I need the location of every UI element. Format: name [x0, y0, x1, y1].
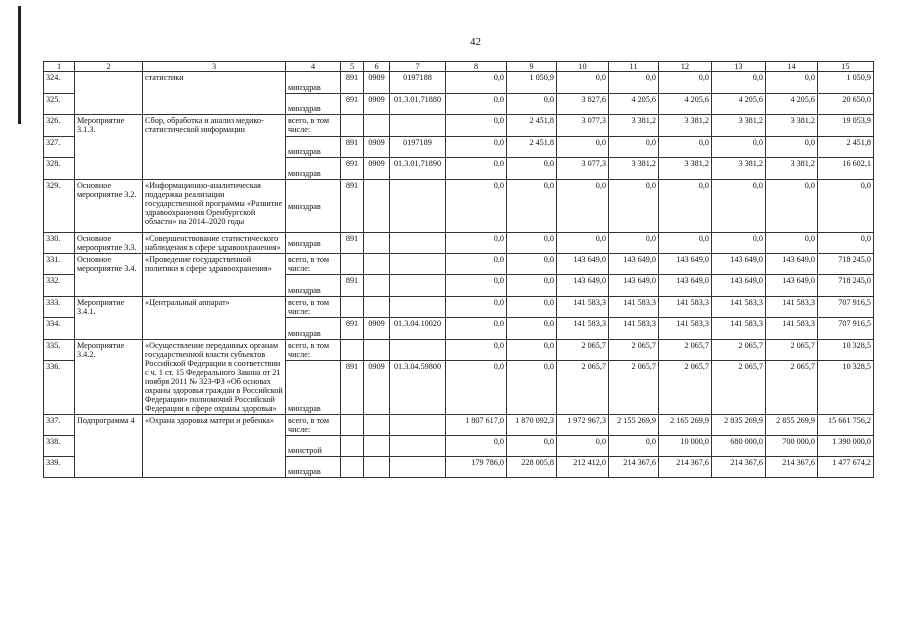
amount-cell: 141 583,3 [609, 318, 659, 340]
amount-cell: 0,0 [712, 72, 766, 94]
amount-cell: 2 065,7 [659, 361, 712, 415]
amount-cell: 16 602,1 [818, 158, 874, 180]
amount-cell: 0,0 [446, 72, 507, 94]
executor-cell: минздрав [286, 180, 341, 233]
amount-cell: 10 328,5 [818, 361, 874, 415]
measure-description: «Совершенствование статистического наблюдения в сфере здравоохранения» [143, 233, 286, 254]
amount-cell: 718 245,0 [818, 275, 874, 297]
col-header-10: 10 [557, 62, 609, 72]
amount-cell: 0,0 [766, 233, 818, 254]
amount-cell: 3 077,3 [557, 115, 609, 137]
amount-cell: 143 649,0 [659, 275, 712, 297]
amount-cell: 0,0 [659, 72, 712, 94]
amount-cell: 0,0 [507, 254, 557, 275]
amount-cell: 0,0 [446, 275, 507, 297]
amount-cell: 141 583,3 [766, 318, 818, 340]
row-number: 328. [44, 158, 75, 180]
amount-cell: 214 367,6 [766, 457, 818, 478]
col-header-1: 1 [44, 62, 75, 72]
amount-cell: 2 065,7 [557, 361, 609, 415]
amount-cell: 4 205,6 [659, 94, 712, 115]
amount-cell: 141 583,3 [557, 297, 609, 318]
amount-cell: 0,0 [766, 137, 818, 158]
amount-cell: 143 649,0 [766, 254, 818, 275]
amount-cell: 0,0 [766, 72, 818, 94]
measure-name: Мероприятие 3.4.2. [75, 340, 143, 415]
executor-cell: всего, в том числе: [286, 254, 341, 275]
amount-cell: 0,0 [446, 436, 507, 457]
section-code [364, 457, 390, 478]
amount-cell: 1 807 617,0 [446, 415, 507, 436]
target-article-code: 0197189 [390, 137, 446, 158]
amount-cell: 10 000,0 [659, 436, 712, 457]
amount-cell: 143 649,0 [609, 254, 659, 275]
amount-cell: 0,0 [507, 318, 557, 340]
executor-cell: минздрав [286, 137, 341, 158]
amount-cell: 2 065,7 [766, 361, 818, 415]
amount-cell: 15 661 756,2 [818, 415, 874, 436]
measure-name: Основное мероприятие 3.3. [75, 233, 143, 254]
col-header-6: 6 [364, 62, 390, 72]
amount-cell: 718 245,0 [818, 254, 874, 275]
executor-cell: минздрав [286, 72, 341, 94]
amount-cell: 2 065,7 [609, 340, 659, 361]
section-code [364, 340, 390, 361]
section-code [364, 233, 390, 254]
column-number-row [44, 62, 874, 72]
col-header-9: 9 [507, 62, 557, 72]
amount-cell: 0,0 [446, 180, 507, 233]
section-code: 0909 [364, 318, 390, 340]
amount-cell: 0,0 [446, 158, 507, 180]
amount-cell: 143 649,0 [712, 254, 766, 275]
measure-description: «Центральный аппарат» [143, 297, 286, 340]
row-number: 325. [44, 94, 75, 115]
row-number: 333. [44, 297, 75, 318]
admin-code: 891 [341, 275, 364, 297]
measure-name: Основное мероприятие 3.4. [75, 254, 143, 297]
amount-cell: 2 065,7 [766, 340, 818, 361]
amount-cell: 2 835 269,9 [712, 415, 766, 436]
amount-cell: 141 583,3 [659, 318, 712, 340]
col-header-15: 15 [818, 62, 874, 72]
executor-cell: всего, в том числе: [286, 415, 341, 436]
amount-cell: 143 649,0 [557, 275, 609, 297]
amount-cell: 141 583,3 [712, 318, 766, 340]
col-header-3: 3 [143, 62, 286, 72]
amount-cell: 1 972 967,3 [557, 415, 609, 436]
target-article-code [390, 275, 446, 297]
amount-cell: 0,0 [609, 233, 659, 254]
amount-cell: 141 583,3 [766, 297, 818, 318]
budget-table [43, 61, 874, 478]
executor-cell: минстрой [286, 436, 341, 457]
admin-code [341, 254, 364, 275]
amount-cell: 0,0 [507, 180, 557, 233]
amount-cell: 214 367,6 [659, 457, 712, 478]
amount-cell: 0,0 [446, 233, 507, 254]
executor-cell: минздрав [286, 233, 341, 254]
amount-cell: 0,0 [446, 297, 507, 318]
section-code [364, 415, 390, 436]
row-number: 332. [44, 275, 75, 297]
admin-code: 891 [341, 94, 364, 115]
amount-cell: 3 381,2 [712, 115, 766, 137]
executor-cell: минздрав [286, 158, 341, 180]
amount-cell: 3 381,2 [659, 158, 712, 180]
amount-cell: 0,0 [507, 94, 557, 115]
amount-cell: 1 050,9 [818, 72, 874, 94]
table-row [44, 340, 874, 361]
amount-cell: 0,0 [557, 72, 609, 94]
amount-cell: 4 205,6 [609, 94, 659, 115]
amount-cell: 707 916,5 [818, 297, 874, 318]
executor-cell: всего, в том числе: [286, 340, 341, 361]
amount-cell: 19 053,9 [818, 115, 874, 137]
measure-description: статистики [143, 72, 286, 115]
measure-name: Подпрограмма 4 [75, 415, 143, 478]
table-row [44, 72, 874, 94]
amount-cell: 1 390 000,0 [818, 436, 874, 457]
admin-code: 891 [341, 361, 364, 415]
amount-cell: 0,0 [446, 94, 507, 115]
admin-code: 891 [341, 233, 364, 254]
admin-code: 891 [341, 318, 364, 340]
amount-cell: 143 649,0 [712, 275, 766, 297]
amount-cell: 10 328,5 [818, 340, 874, 361]
target-article-code [390, 457, 446, 478]
row-number: 330. [44, 233, 75, 254]
amount-cell: 0,0 [507, 361, 557, 415]
amount-cell: 700 000,0 [766, 436, 818, 457]
executor-cell: всего, в том числе: [286, 297, 341, 318]
amount-cell: 212 412,0 [557, 457, 609, 478]
amount-cell: 0,0 [446, 254, 507, 275]
amount-cell: 0,0 [557, 436, 609, 457]
row-number: 334. [44, 318, 75, 340]
amount-cell: 0,0 [609, 436, 659, 457]
amount-cell: 0,0 [609, 72, 659, 94]
measure-name [75, 72, 143, 115]
row-number: 327. [44, 137, 75, 158]
amount-cell: 2 855 269,9 [766, 415, 818, 436]
row-number: 324. [44, 72, 75, 94]
section-code [364, 180, 390, 233]
amount-cell: 3 381,2 [766, 158, 818, 180]
amount-cell: 2 065,7 [557, 340, 609, 361]
amount-cell: 143 649,0 [557, 254, 609, 275]
amount-cell: 3 381,2 [609, 115, 659, 137]
table-row [44, 233, 874, 254]
target-article-code: 01.3.04.10020 [390, 318, 446, 340]
table-row [44, 297, 874, 318]
amount-cell: 0,0 [712, 137, 766, 158]
amount-cell: 214 367,6 [712, 457, 766, 478]
target-article-code [390, 115, 446, 137]
target-article-code: 01.3.04.59800 [390, 361, 446, 415]
target-article-code: 01.3.01.71890 [390, 158, 446, 180]
col-header-14: 14 [766, 62, 818, 72]
section-code [364, 254, 390, 275]
target-article-code [390, 297, 446, 318]
amount-cell: 214 367,6 [609, 457, 659, 478]
amount-cell: 0,0 [712, 233, 766, 254]
amount-cell: 0,0 [659, 137, 712, 158]
table-row [44, 115, 874, 137]
amount-cell: 0,0 [557, 233, 609, 254]
admin-code [341, 115, 364, 137]
measure-description: «Проведение государственной политики в сфере здравоохранения» [143, 254, 286, 297]
amount-cell: 0,0 [507, 436, 557, 457]
admin-code [341, 457, 364, 478]
target-article-code [390, 340, 446, 361]
amount-cell: 1 050,9 [507, 72, 557, 94]
row-number: 336. [44, 361, 75, 415]
col-header-5: 5 [341, 62, 364, 72]
amount-cell: 1 870 092,3 [507, 415, 557, 436]
amount-cell: 3 827,6 [557, 94, 609, 115]
amount-cell: 141 583,3 [609, 297, 659, 318]
amount-cell: 0,0 [609, 137, 659, 158]
section-code [364, 436, 390, 457]
measure-description: «Охрана здоровья матери и ребенка» [143, 415, 286, 478]
admin-code: 891 [341, 72, 364, 94]
scan-edge-mark [18, 6, 21, 124]
section-code: 0909 [364, 158, 390, 180]
target-article-code: 01.3.01.71880 [390, 94, 446, 115]
admin-code [341, 415, 364, 436]
target-article-code [390, 180, 446, 233]
col-header-13: 13 [712, 62, 766, 72]
amount-cell: 141 583,3 [557, 318, 609, 340]
measure-name: Мероприятие 3.4.1. [75, 297, 143, 340]
amount-cell: 0,0 [659, 233, 712, 254]
admin-code [341, 340, 364, 361]
col-header-8: 8 [446, 62, 507, 72]
amount-cell: 141 583,3 [712, 297, 766, 318]
amount-cell: 0,0 [557, 137, 609, 158]
executor-cell: всего, в том числе: [286, 115, 341, 137]
amount-cell: 3 381,2 [712, 158, 766, 180]
amount-cell: 179 786,0 [446, 457, 507, 478]
row-number: 326. [44, 115, 75, 137]
page-number: 42 [470, 36, 481, 48]
section-code [364, 297, 390, 318]
amount-cell: 2 451,8 [818, 137, 874, 158]
table-row [44, 415, 874, 436]
table-body [44, 62, 874, 478]
row-number: 338. [44, 436, 75, 457]
amount-cell: 707 916,5 [818, 318, 874, 340]
amount-cell: 0,0 [766, 180, 818, 233]
measure-description: «Осуществление переданных органам государственной власти субъектов Российской Федерации в соответствии с ч. 1 ст. 15 Федерального Закона от 21 ноября 2011 № 323-ФЗ «Об основах охраны здоровья граждан в Российской Федерации» полномочий Российской Федерации в сфере охраны здоровья» [143, 340, 286, 415]
amount-cell: 2 165 269,9 [659, 415, 712, 436]
amount-cell: 4 205,6 [712, 94, 766, 115]
amount-cell: 3 077,3 [557, 158, 609, 180]
amount-cell: 0,0 [609, 180, 659, 233]
col-header-4: 4 [286, 62, 341, 72]
measure-description: «Информационно-аналитическая поддержка реализации государственной программы «Развитие здравоохранения Оренбургской области» на 2014–2020 годы [143, 180, 286, 233]
target-article-code [390, 415, 446, 436]
col-header-12: 12 [659, 62, 712, 72]
amount-cell: 1 477 674,2 [818, 457, 874, 478]
amount-cell: 2 451,8 [507, 115, 557, 137]
admin-code: 891 [341, 180, 364, 233]
amount-cell: 0,0 [507, 233, 557, 254]
target-article-code [390, 436, 446, 457]
executor-cell: минздрав [286, 275, 341, 297]
admin-code [341, 297, 364, 318]
row-number: 339. [44, 457, 75, 478]
amount-cell: 2 155 269,9 [609, 415, 659, 436]
amount-cell: 228 005,8 [507, 457, 557, 478]
amount-cell: 0,0 [446, 318, 507, 340]
admin-code [341, 436, 364, 457]
amount-cell: 0,0 [507, 158, 557, 180]
amount-cell: 0,0 [507, 275, 557, 297]
executor-cell: минздрав [286, 457, 341, 478]
row-number: 331. [44, 254, 75, 275]
target-article-code [390, 254, 446, 275]
section-code [364, 115, 390, 137]
amount-cell: 680 000,0 [712, 436, 766, 457]
section-code: 0909 [364, 94, 390, 115]
section-code [364, 275, 390, 297]
col-header-11: 11 [609, 62, 659, 72]
admin-code: 891 [341, 158, 364, 180]
table-row [44, 180, 874, 233]
target-article-code: 0197188 [390, 72, 446, 94]
amount-cell: 0,0 [507, 297, 557, 318]
col-header-7: 7 [390, 62, 446, 72]
executor-cell: минздрав [286, 94, 341, 115]
measure-description: Сбор, обработка и анализ медико-статистической информации [143, 115, 286, 180]
amount-cell: 2 065,7 [712, 361, 766, 415]
amount-cell: 0,0 [818, 180, 874, 233]
amount-cell: 0,0 [712, 180, 766, 233]
amount-cell: 3 381,2 [659, 115, 712, 137]
section-code: 0909 [364, 72, 390, 94]
table-row [44, 254, 874, 275]
row-number: 329. [44, 180, 75, 233]
section-code: 0909 [364, 137, 390, 158]
admin-code: 891 [341, 137, 364, 158]
row-number: 337. [44, 415, 75, 436]
amount-cell: 143 649,0 [766, 275, 818, 297]
amount-cell: 141 583,3 [659, 297, 712, 318]
amount-cell: 0,0 [446, 340, 507, 361]
measure-name: Мероприятие 3.1.3. [75, 115, 143, 180]
measure-name: Основное мероприятие 3.2. [75, 180, 143, 233]
amount-cell: 2 065,7 [609, 361, 659, 415]
amount-cell: 0,0 [557, 180, 609, 233]
amount-cell: 0,0 [446, 115, 507, 137]
executor-cell: минздрав [286, 318, 341, 340]
amount-cell: 143 649,0 [609, 275, 659, 297]
amount-cell: 2 451,8 [507, 137, 557, 158]
row-number: 335. [44, 340, 75, 361]
target-article-code [390, 233, 446, 254]
amount-cell: 2 065,7 [712, 340, 766, 361]
amount-cell: 3 381,2 [609, 158, 659, 180]
executor-cell: минздрав [286, 361, 341, 415]
amount-cell: 2 065,7 [659, 340, 712, 361]
col-header-2: 2 [75, 62, 143, 72]
amount-cell: 0,0 [818, 233, 874, 254]
amount-cell: 4 205,6 [766, 94, 818, 115]
amount-cell: 20 650,0 [818, 94, 874, 115]
section-code: 0909 [364, 361, 390, 415]
amount-cell: 3 381,2 [766, 115, 818, 137]
amount-cell: 0,0 [659, 180, 712, 233]
amount-cell: 143 649,0 [659, 254, 712, 275]
amount-cell: 0,0 [507, 340, 557, 361]
amount-cell: 0,0 [446, 137, 507, 158]
amount-cell: 0,0 [446, 361, 507, 415]
